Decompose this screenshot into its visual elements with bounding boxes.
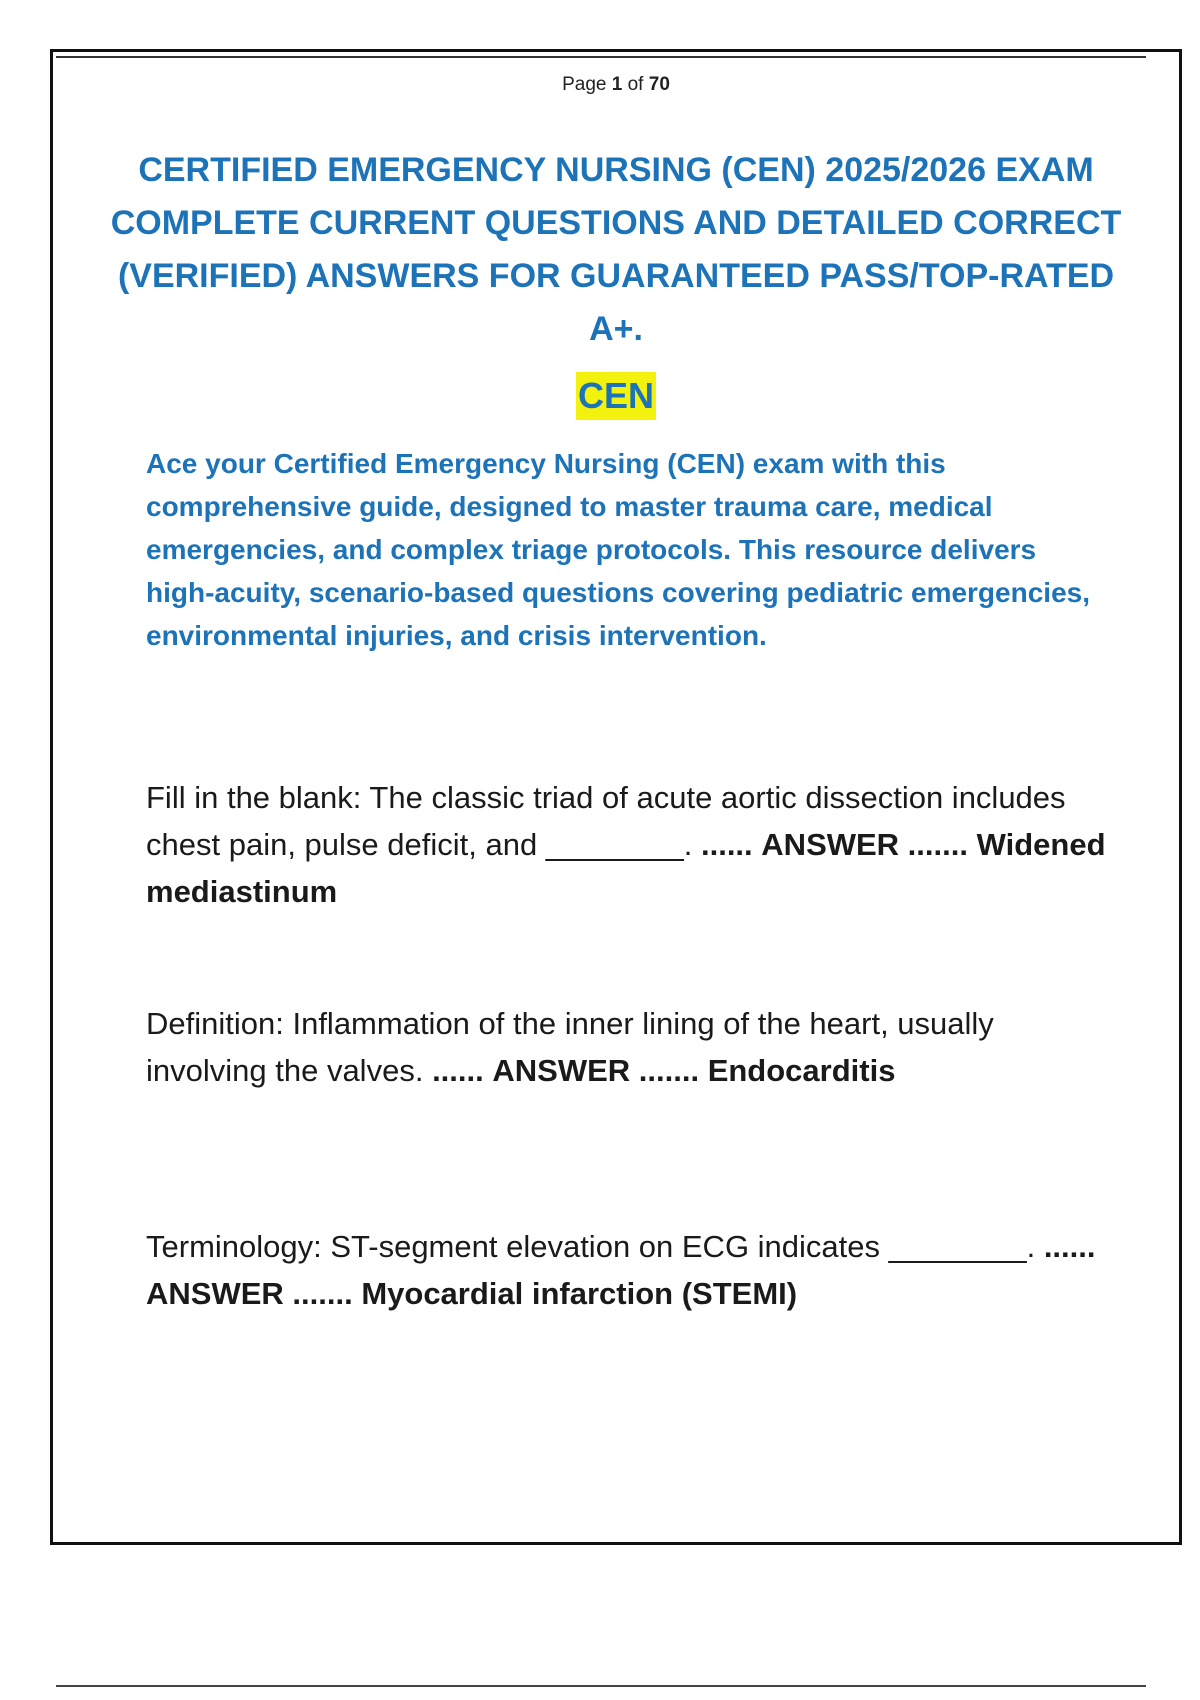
answer-label: ANSWER .......	[492, 1053, 700, 1088]
document-title: CERTIFIED EMERGENCY NURSING (CEN) 2025/2026 EXAM COMPLETE CURRENT QUESTIONS AND DETAILED CORRECT (VERIFIED) ANSWERS FOR GUARANTEED PASS/TOP-RATED A+.	[110, 151, 1122, 348]
question-item-2	[146, 1000, 1106, 1094]
question-item-1	[146, 774, 1106, 915]
separator-dots: ......	[432, 1053, 484, 1088]
separator-dots: ......	[1043, 1229, 1096, 1264]
cen-badge: CEN	[576, 372, 656, 420]
answer-label: ANSWER .......	[761, 827, 968, 862]
answer-label: ANSWER .......	[146, 1276, 353, 1311]
answer-text: Widened mediastinum	[146, 827, 1106, 909]
page-of: of	[627, 74, 644, 95]
question-text: Terminology: ST-segment elevation on ECG indicates ________.	[146, 1229, 1036, 1264]
answer-text: Myocardial infarction (STEMI)	[361, 1276, 798, 1311]
intro-paragraph: Ace your Certified Emergency Nursing (CEN) exam with this comprehensive guide, designed to master trauma care, medical emergencies, and complex triage protocols. This resource delivers high-acuity, scenario-based questions covering pediatric emergencies, environmental injuries, and crisis intervention.	[146, 448, 1090, 651]
question-text: Fill in the blank: The classic triad of acute aortic dissection includes chest pain, pulse deficit, and ________.	[146, 780, 1066, 862]
bottom-rule	[56, 1685, 1146, 1687]
separator-dots: ......	[700, 827, 753, 862]
question-item-3	[146, 1223, 1106, 1317]
page-prefix: Page	[562, 74, 607, 95]
page-current: 1	[611, 74, 623, 95]
answer-text: Endocarditis	[707, 1053, 896, 1088]
page-total: 70	[648, 74, 670, 95]
badge-row	[0, 372, 1200, 420]
question-text: Definition: Inflammation of the inner lining of the heart, usually involving the valves.	[146, 1006, 994, 1088]
page-number	[0, 74, 1200, 96]
